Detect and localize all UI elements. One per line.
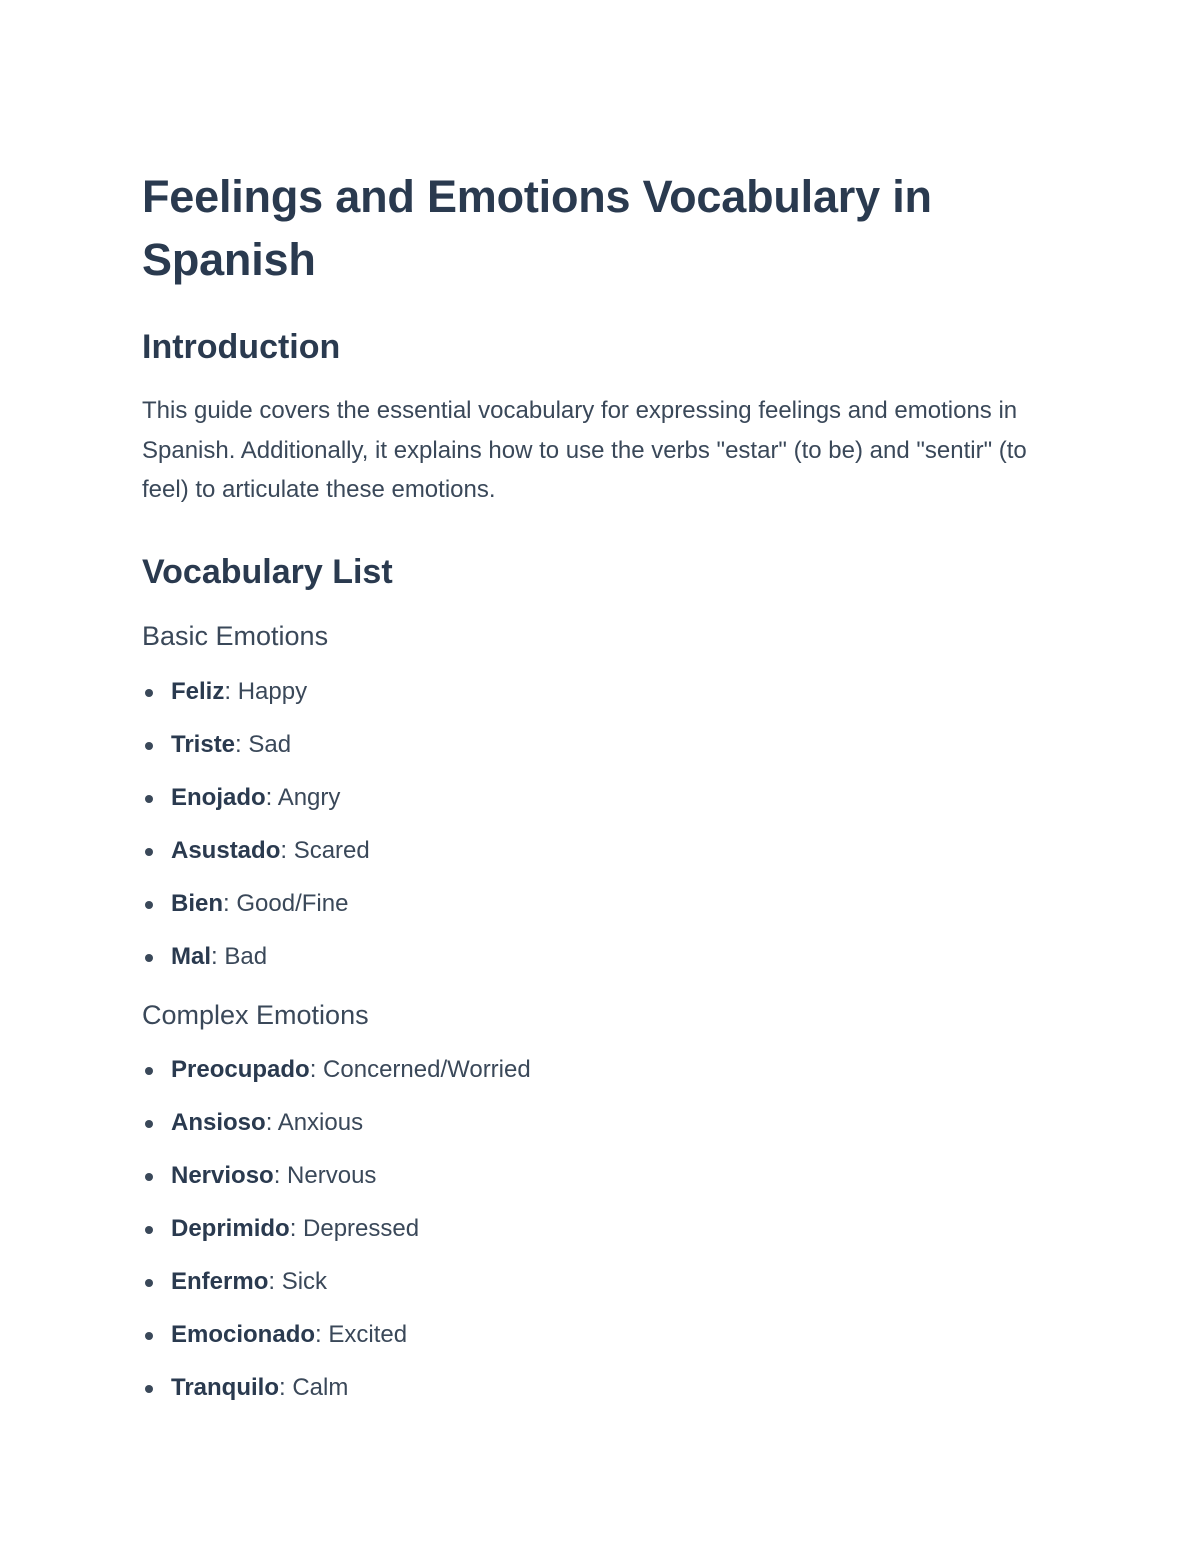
vocab-term: Ansioso <box>171 1108 266 1136</box>
list-item: Mal: Bad <box>142 941 1042 973</box>
list-item: Ansioso: Anxious <box>142 1107 1042 1139</box>
vocab-meaning: Concerned/Worried <box>323 1055 531 1083</box>
vocab-meaning: Calm <box>292 1373 349 1401</box>
vocab-meaning: Bad <box>224 942 268 970</box>
vocab-meaning: Scared <box>293 836 370 864</box>
page-title: Feelings and Emotions Vocabulary in Spanish <box>142 171 932 285</box>
vocab-meaning: Anxious <box>277 1108 364 1136</box>
vocabulary-heading: Vocabulary List <box>142 552 393 591</box>
list-item: Bien: Good/Fine <box>142 888 1042 920</box>
vocab-term: Emocionado <box>171 1320 316 1348</box>
list-item: Emocionado: Excited <box>142 1319 1042 1351</box>
vocab-term: Bien <box>171 889 224 917</box>
vocab-meaning: Angry <box>277 783 341 811</box>
list-item: Enojado: Angry <box>142 782 1042 814</box>
list-item: Triste: Sad <box>142 729 1042 761</box>
complex-emotions-list <box>142 1054 1042 1404</box>
vocab-term: Preocupado <box>171 1055 310 1083</box>
list-item: Tranquilo: Calm <box>142 1372 1042 1404</box>
vocab-term: Nervioso <box>171 1161 274 1189</box>
list-item: Nervioso: Nervous <box>142 1160 1042 1192</box>
vocab-term: Deprimido <box>171 1214 290 1242</box>
vocab-meaning: Nervous <box>287 1161 377 1189</box>
list-item: Deprimido: Depressed <box>142 1213 1042 1245</box>
basic-emotions-list <box>142 676 1042 973</box>
vocab-meaning: Good/Fine <box>236 889 349 917</box>
basic-emotions-heading: Basic Emotions <box>142 620 329 651</box>
vocab-term: Feliz <box>171 677 225 705</box>
complex-emotions-heading: Complex Emotions <box>142 999 369 1030</box>
vocab-meaning: Depressed <box>303 1214 420 1242</box>
vocab-term: Asustado <box>171 836 281 864</box>
introduction-paragraph: This guide covers the essential vocabulary for expressing feelings and emotions in Spanish. Additionally, it explains how to use the verbs "estar" (to be) and "sentir" (to feel) to articulate these emotions. <box>142 397 1027 503</box>
document-page <box>142 165 1042 1425</box>
vocab-term: Mal <box>171 942 212 970</box>
vocab-meaning: Happy <box>237 677 308 705</box>
vocab-meaning: Sad <box>248 730 292 758</box>
list-item: Enfermo: Sick <box>142 1266 1042 1298</box>
list-item: Asustado: Scared <box>142 835 1042 867</box>
introduction-heading: Introduction <box>142 328 341 366</box>
list-item: Feliz: Happy <box>142 676 1042 708</box>
vocab-term: Triste <box>171 730 236 758</box>
vocab-meaning: Sick <box>281 1267 328 1295</box>
vocab-meaning: Excited <box>328 1320 408 1348</box>
vocab-term: Tranquilo <box>171 1373 279 1401</box>
list-item: Preocupado: Concerned/Worried <box>142 1054 1042 1086</box>
vocab-term: Enojado <box>171 783 266 811</box>
vocab-term: Enfermo <box>171 1267 269 1295</box>
